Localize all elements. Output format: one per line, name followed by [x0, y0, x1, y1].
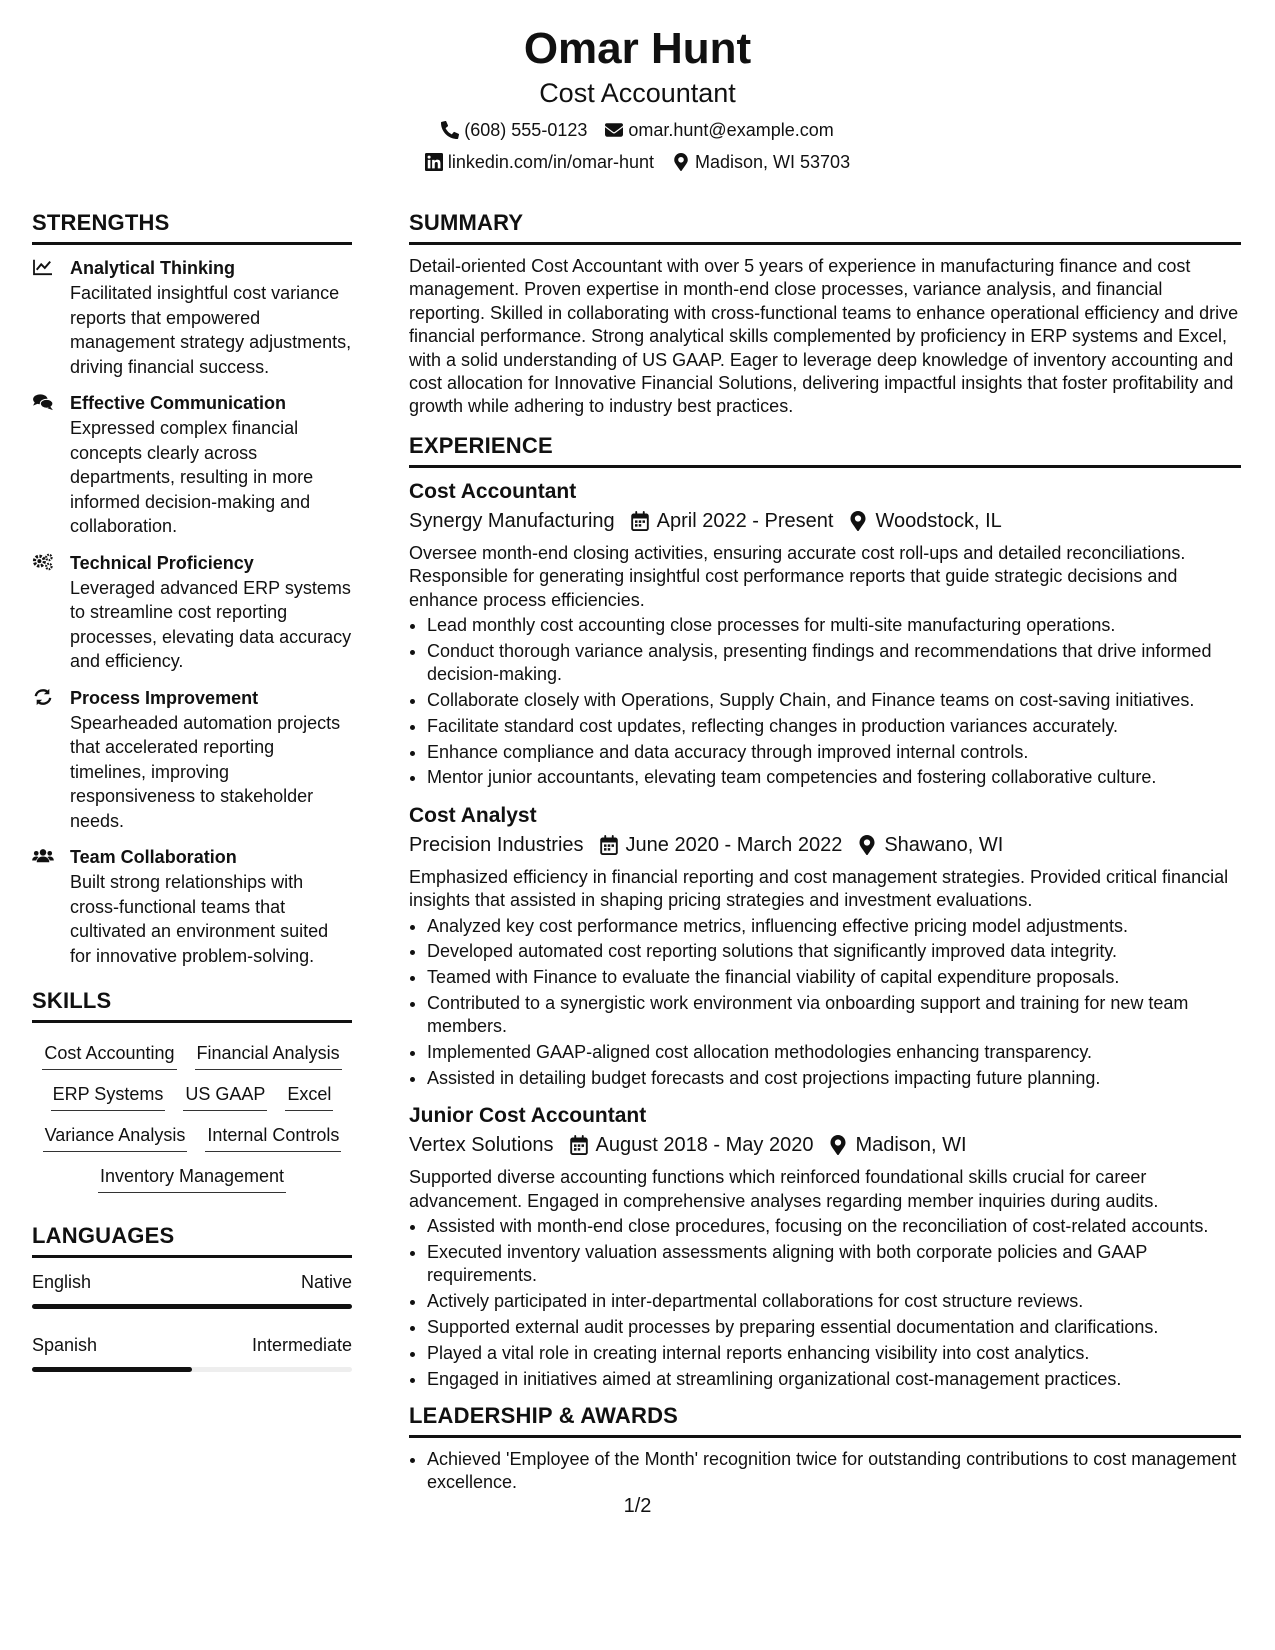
language-proficiency-fill: [32, 1367, 192, 1372]
job-entry: [409, 1102, 1241, 1391]
job-location-text: Woodstock, IL: [875, 509, 1002, 532]
job-location: [858, 830, 1003, 860]
job-bullet: • Assisted with month-end close procedures, focusing on the reconciliation of cost-related accounts.: [427, 1215, 1241, 1238]
job-bullet: • Contributed to a synergistic work environment via onboarding support and training for new team members.: [427, 992, 1241, 1039]
language-level: Intermediate: [251, 1335, 352, 1355]
job-dates: [600, 830, 843, 860]
strength-item: [32, 255, 352, 379]
contact-linkedin[interactable]: [425, 150, 654, 174]
location-text: Madison, WI 53703: [695, 152, 851, 172]
comments-icon: [32, 390, 70, 539]
strength-item: [32, 550, 352, 674]
language-name: Spanish: [32, 1335, 98, 1355]
job-location-text: Shawano, WI: [884, 833, 1004, 856]
skills-list: [32, 1033, 352, 1193]
job-bullet: • Implemented GAAP-aligned cost allocation methodologies enhancing transparency.: [427, 1041, 1241, 1064]
cogs-icon: [32, 550, 70, 674]
skill-tag: Financial Analysis: [195, 1041, 342, 1070]
summary-text: Detail-oriented Cost Accountant with over 5 years of experience in manufacturing finance and cost management. Proven expertise in month-end close processes, variance analysis, and financial reporting. Skilled in collaborating with cross-functional teams to enhance operational efficiency and drive financial performance. Strong analytical skills complemented by proficiency in ERP systems and Excel, with a solid understanding of US GAAP. Eager to leverage deep knowledge of inventory accounting and cost allocation for Innovative Financial Solutions, delivering impactful insights that foster profitability and growth while adhering to industry best practices.: [409, 256, 1239, 417]
map-pin-icon: [829, 1135, 847, 1155]
job-dates: [631, 506, 834, 536]
users-icon: [32, 844, 70, 968]
job-bullet: • Developed automated cost reporting solutions that significantly improved data integrity.: [427, 940, 1241, 963]
job-dates-text: June 2020 - March 2022: [625, 833, 843, 856]
job-title: Cost Analyst: [409, 803, 537, 827]
calendar-icon: [600, 835, 618, 855]
job-dates: [570, 1130, 814, 1160]
strength-item: [32, 685, 352, 834]
skill-tag: US GAAP: [183, 1082, 267, 1111]
job-location: [849, 506, 1001, 536]
job-meta: [409, 1130, 1241, 1160]
job-bullet: • Conduct thorough variance analysis, presenting findings and recommendations that drive informed decision-making.: [427, 640, 1241, 687]
job-title: Junior Cost Accountant: [409, 1104, 647, 1128]
sync-icon: [32, 685, 70, 834]
experience-list: [409, 478, 1241, 1391]
language-item: [32, 1333, 352, 1372]
strength-name: Process Improvement: [70, 687, 259, 708]
strength-item: [32, 390, 352, 539]
job-company: Precision Industries: [409, 833, 584, 856]
skill-tag: ERP Systems: [51, 1082, 166, 1111]
summary-heading: SUMMARY: [409, 210, 1241, 245]
candidate-name: Omar Hunt: [523, 24, 752, 73]
map-pin-icon: [849, 511, 867, 531]
job-description: Oversee month-end closing activities, ensuring accurate cost roll-ups and detailed reconciliations. Responsible for generating insightful cost performance reports that guide strategic decisions and enhance process efficiencies.: [409, 542, 1186, 610]
job-bullet: • Lead monthly cost accounting close processes for multi-site manufacturing operations.: [427, 614, 1241, 637]
leadership-bullet: • Achieved 'Employee of the Month' recognition twice for outstanding contributions to cost management excellence.: [427, 1448, 1241, 1495]
job-title: Cost Accountant: [409, 479, 577, 503]
experience-heading: EXPERIENCE: [409, 433, 1241, 468]
job-bullet: • Collaborate closely with Operations, Supply Chain, and Finance teams on cost-saving initiatives.: [427, 689, 1241, 712]
job-entry: [409, 802, 1241, 1091]
strength-name: Analytical Thinking: [70, 258, 236, 278]
language-proficiency-fill: [32, 1304, 352, 1309]
phone-text: (608) 555-0123: [464, 120, 588, 140]
job-bullets: [409, 915, 1241, 1091]
job-bullet: • Teamed with Finance to evaluate the financial viability of capital expenditure proposals.: [427, 966, 1241, 989]
contact-row-1: [0, 118, 1275, 142]
contact-phone: [441, 118, 587, 142]
left-column: [32, 210, 352, 1396]
language-item: [32, 1270, 352, 1309]
calendar-icon: [631, 511, 649, 531]
leadership-list: [409, 1448, 1241, 1495]
map-pin-icon: [672, 153, 690, 171]
resume-header: [0, 24, 1275, 174]
skill-tag: Inventory Management: [98, 1164, 286, 1193]
job-bullet: • Assisted in detailing budget forecasts and cost projections impacting future planning.: [427, 1067, 1241, 1090]
envelope-icon: [605, 121, 623, 139]
strength-desc: Spearheaded automation projects that accelerated reporting timelines, improving responsiveness to stakeholder needs.: [70, 712, 341, 831]
job-bullet: • Supported external audit processes by preparing essential documentation and clarifications.: [427, 1316, 1241, 1339]
linkedin-icon: [425, 153, 443, 171]
job-bullet: • Actively participated in inter-departmental collaborations for cost structure reviews.: [427, 1290, 1241, 1313]
map-pin-icon: [858, 835, 876, 855]
skills-heading: SKILLS: [32, 988, 352, 1023]
job-bullet: • Mentor junior accountants, elevating team competencies and fostering collaborative culture.: [427, 766, 1241, 789]
languages-heading: LANGUAGES: [32, 1223, 352, 1258]
contact-location: [672, 150, 850, 174]
job-bullet: • Analyzed key cost performance metrics, influencing effective pricing model adjustments.: [427, 915, 1241, 938]
skill-tag: Cost Accounting: [42, 1041, 176, 1070]
strength-desc: Built strong relationships with cross-functional teams that cultivated an environment suited for innovative problem-solving.: [70, 872, 329, 966]
job-bullet: • Engaged in initiatives aimed at streamlining organizational cost-management practices.: [427, 1368, 1241, 1391]
skill-tag: Excel: [285, 1082, 333, 1111]
job-bullets: [409, 614, 1241, 790]
job-entry: [409, 478, 1241, 790]
job-bullet: • Played a vital role in creating internal reports enhancing visibility into cost analytics.: [427, 1342, 1241, 1365]
candidate-title: Cost Accountant: [539, 78, 736, 108]
calendar-icon: [570, 1135, 588, 1155]
strength-desc: Expressed complex financial concepts clearly across departments, resulting in more informed decision-making and collaboration.: [70, 418, 314, 536]
strength-desc: Facilitated insightful cost variance reports that empowered management strategy adjustments, driving financial success.: [70, 283, 352, 377]
strengths-heading: STRENGTHS: [32, 210, 352, 245]
job-company: Synergy Manufacturing: [409, 509, 615, 532]
chart-line-icon: [32, 255, 70, 379]
job-bullet: • Enhance compliance and data accuracy through improved internal controls.: [427, 741, 1241, 764]
contact-email[interactable]: [605, 118, 833, 142]
job-bullets: [409, 1215, 1241, 1391]
job-location: [829, 1130, 966, 1160]
strength-name: Team Collaboration: [70, 847, 237, 867]
right-column: [409, 210, 1241, 1497]
strength-name: Effective Communication: [70, 393, 287, 413]
skill-tag: Internal Controls: [205, 1123, 341, 1152]
language-level: Native: [300, 1272, 352, 1292]
strength-name: Technical Proficiency: [70, 552, 254, 573]
language-proficiency-bar: [32, 1367, 352, 1372]
linkedin-link[interactable]: linkedin.com/in/omar-hunt: [447, 152, 654, 172]
job-bullet: • Facilitate standard cost updates, reflecting changes in production variances accurately.: [427, 715, 1241, 738]
page-number: 1/2: [623, 1495, 652, 1517]
contact-row-2: [0, 150, 1275, 174]
job-description: Supported diverse accounting functions which reinforced foundational skills crucial for career advancement. Engaged in comprehensive analyses regarding member inquiries during audits.: [409, 1167, 1159, 1211]
language-name: English: [32, 1272, 92, 1292]
strength-desc: Leveraged advanced ERP systems to streamline cost reporting processes, elevating data accuracy and efficiency.: [70, 577, 352, 671]
job-dates-text: August 2018 - May 2020: [595, 1134, 814, 1157]
email-link[interactable]: omar.hunt@example.com: [628, 120, 834, 140]
strength-item: [32, 844, 352, 968]
skill-tag: Variance Analysis: [43, 1123, 188, 1152]
job-location-text: Madison, WI: [855, 1134, 967, 1157]
language-proficiency-bar: [32, 1304, 352, 1309]
job-bullet: • Executed inventory valuation assessments aligning with both corporate policies and GAAP requirements.: [427, 1241, 1241, 1288]
job-company: Vertex Solutions: [409, 1134, 554, 1157]
job-dates-text: April 2022 - Present: [656, 509, 834, 532]
job-meta: [409, 506, 1241, 536]
job-meta: [409, 830, 1241, 860]
job-description: Emphasized efficiency in financial reporting and cost management strategies. Provided critical financial insights that assisted in shaping pricing strategies and investment evaluations.: [409, 866, 1229, 911]
phone-icon: [441, 121, 459, 139]
leadership-heading: LEADERSHIP & AWARDS: [409, 1403, 1241, 1438]
